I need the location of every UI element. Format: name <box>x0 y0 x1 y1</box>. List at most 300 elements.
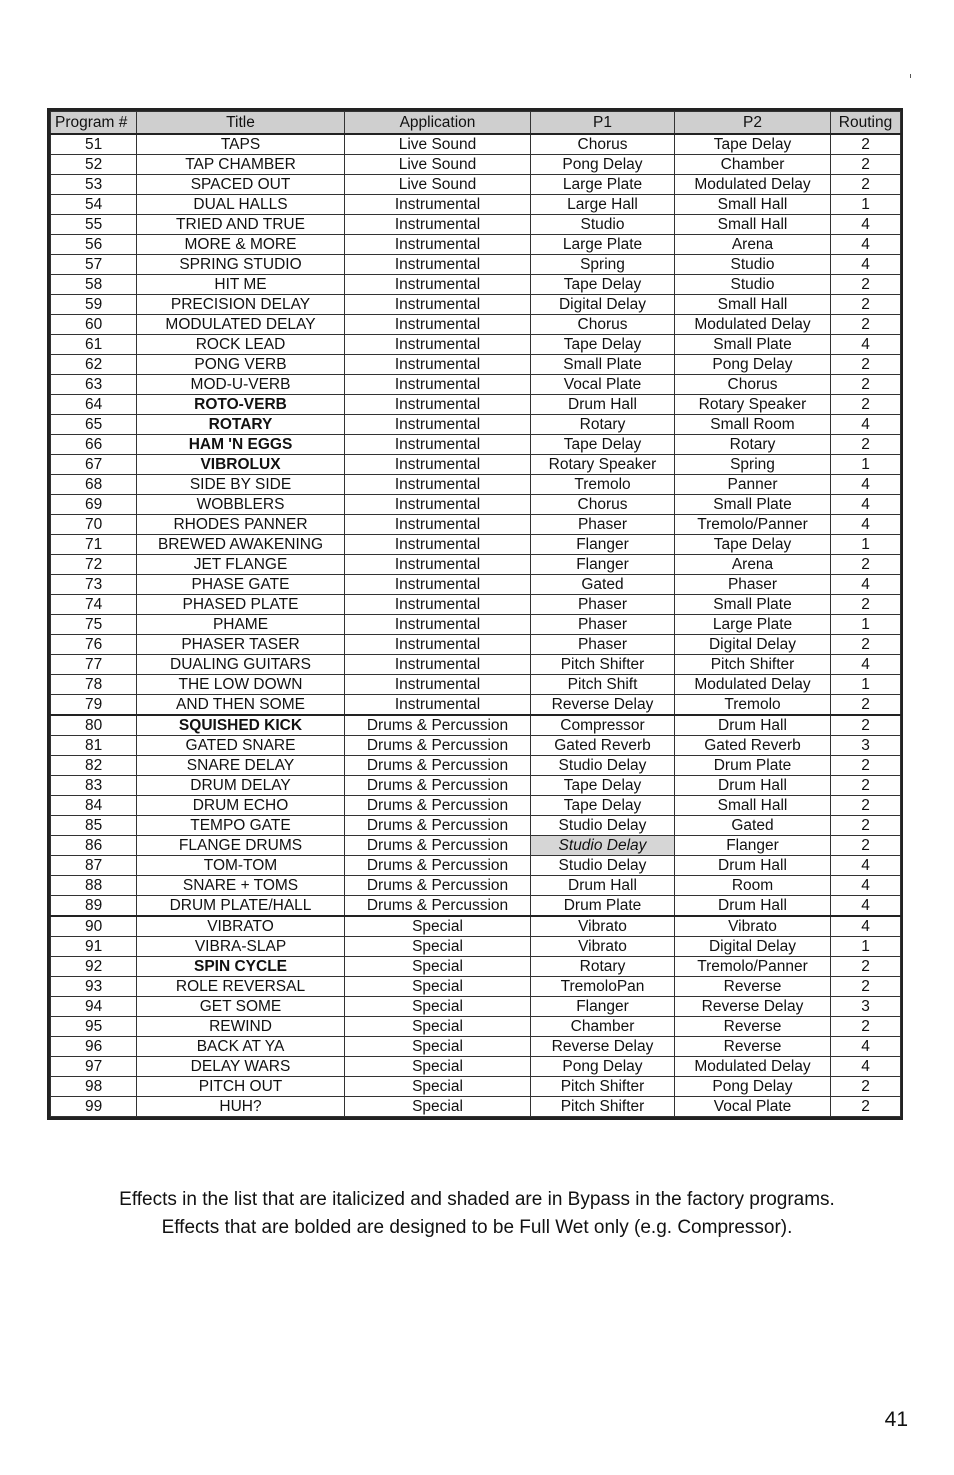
table-row <box>51 715 901 736</box>
cell-title: VIBRA-SLAP <box>137 937 345 957</box>
table-row <box>51 515 901 535</box>
cell-p1: Vocal Plate <box>531 375 675 395</box>
cell-p2: Modulated Delay <box>675 675 831 695</box>
table-row <box>51 495 901 515</box>
cell-p2: Large Plate <box>675 615 831 635</box>
cell-p2: Drum Hall <box>675 715 831 736</box>
cell-application: Special <box>345 1077 531 1097</box>
cell-routing: 2 <box>831 816 901 836</box>
cell-title: VIBRATO <box>137 916 345 937</box>
cell-title: GET SOME <box>137 997 345 1017</box>
table-row <box>51 575 901 595</box>
cell-p1: Flanger <box>531 555 675 575</box>
cell-p2: Gated Reverb <box>675 736 831 756</box>
cell-program-number: 85 <box>51 816 137 836</box>
cell-application: Special <box>345 1097 531 1117</box>
cell-p1: Chamber <box>531 1017 675 1037</box>
cell-title: DELAY WARS <box>137 1057 345 1077</box>
table-row <box>51 635 901 655</box>
cell-application: Special <box>345 997 531 1017</box>
cell-routing: 2 <box>831 155 901 175</box>
cell-p2: Rotary Speaker <box>675 395 831 415</box>
cell-program-number: 80 <box>51 715 137 736</box>
cell-p2: Small Room <box>675 415 831 435</box>
cell-p2: Pong Delay <box>675 1077 831 1097</box>
corner-mark <box>910 74 911 78</box>
table-row <box>51 796 901 816</box>
header-title: Title <box>137 112 345 135</box>
cell-p2: Room <box>675 876 831 896</box>
cell-p2: Reverse <box>675 977 831 997</box>
cell-application: Instrumental <box>345 435 531 455</box>
cell-application: Special <box>345 916 531 937</box>
note-bypass: Effects in the list that are italicized and shaded are in Bypass in the factory programs. <box>119 1189 835 1210</box>
cell-routing: 2 <box>831 134 901 155</box>
cell-p1: Pong Delay <box>531 1057 675 1077</box>
cell-program-number: 55 <box>51 215 137 235</box>
cell-title: MORE & MORE <box>137 235 345 255</box>
cell-p2: Tape Delay <box>675 134 831 155</box>
table-row <box>51 215 901 235</box>
cell-application: Instrumental <box>345 235 531 255</box>
cell-title: PONG VERB <box>137 355 345 375</box>
cell-p2: Drum Hall <box>675 896 831 917</box>
table-row <box>51 836 901 856</box>
header-routing: Routing <box>831 112 901 135</box>
cell-application: Instrumental <box>345 335 531 355</box>
cell-routing: 4 <box>831 215 901 235</box>
header-program-number: Program # <box>51 112 137 135</box>
table-row <box>51 175 901 195</box>
header-application: Application <box>345 112 531 135</box>
cell-program-number: 53 <box>51 175 137 195</box>
cell-p1: Gated Reverb <box>531 736 675 756</box>
cell-program-number: 96 <box>51 1037 137 1057</box>
cell-title: FLANGE DRUMS <box>137 836 345 856</box>
cell-routing: 4 <box>831 515 901 535</box>
cell-program-number: 92 <box>51 957 137 977</box>
cell-p2: Drum Hall <box>675 856 831 876</box>
cell-routing: 3 <box>831 997 901 1017</box>
cell-title: ROTO-VERB <box>137 395 345 415</box>
cell-program-number: 60 <box>51 315 137 335</box>
cell-routing: 4 <box>831 856 901 876</box>
table-row <box>51 1017 901 1037</box>
cell-title: ROLE REVERSAL <box>137 977 345 997</box>
cell-application: Instrumental <box>345 655 531 675</box>
cell-routing: 4 <box>831 896 901 917</box>
table-row <box>51 1097 901 1117</box>
cell-application: Instrumental <box>345 355 531 375</box>
cell-title: VIBROLUX <box>137 455 345 475</box>
cell-title: SPRING STUDIO <box>137 255 345 275</box>
cell-title: HUH? <box>137 1097 345 1117</box>
cell-routing: 2 <box>831 715 901 736</box>
cell-title: TEMPO GATE <box>137 816 345 836</box>
table-row <box>51 916 901 937</box>
cell-program-number: 73 <box>51 575 137 595</box>
cell-application: Drums & Percussion <box>345 816 531 836</box>
table-row <box>51 1037 901 1057</box>
cell-application: Instrumental <box>345 675 531 695</box>
cell-p1: Flanger <box>531 535 675 555</box>
cell-p1: Large Plate <box>531 175 675 195</box>
cell-program-number: 89 <box>51 896 137 917</box>
cell-routing: 1 <box>831 615 901 635</box>
cell-p1: Spring <box>531 255 675 275</box>
cell-p2: Small Plate <box>675 495 831 515</box>
cell-application: Instrumental <box>345 275 531 295</box>
cell-title: TOM-TOM <box>137 856 345 876</box>
cell-routing: 2 <box>831 435 901 455</box>
cell-p1: Rotary <box>531 415 675 435</box>
cell-routing: 2 <box>831 756 901 776</box>
table-row <box>51 475 901 495</box>
cell-title: JET FLANGE <box>137 555 345 575</box>
cell-p2: Digital Delay <box>675 635 831 655</box>
table-row <box>51 957 901 977</box>
cell-routing: 4 <box>831 335 901 355</box>
cell-title: RHODES PANNER <box>137 515 345 535</box>
cell-p2: Tremolo <box>675 695 831 716</box>
cell-title: DRUM DELAY <box>137 776 345 796</box>
cell-routing: 4 <box>831 415 901 435</box>
cell-title: SQUISHED KICK <box>137 715 345 736</box>
cell-p1: Chorus <box>531 315 675 335</box>
cell-program-number: 82 <box>51 756 137 776</box>
cell-application: Instrumental <box>345 595 531 615</box>
cell-routing: 2 <box>831 1097 901 1117</box>
cell-p2: Pitch Shifter <box>675 655 831 675</box>
cell-program-number: 66 <box>51 435 137 455</box>
cell-p2: Small Hall <box>675 295 831 315</box>
cell-routing: 1 <box>831 195 901 215</box>
cell-routing: 2 <box>831 175 901 195</box>
table-row <box>51 1077 901 1097</box>
cell-application: Instrumental <box>345 475 531 495</box>
cell-p1: Flanger <box>531 997 675 1017</box>
cell-routing: 4 <box>831 475 901 495</box>
cell-p2: Drum Plate <box>675 756 831 776</box>
table-row <box>51 816 901 836</box>
cell-p2: Rotary <box>675 435 831 455</box>
cell-p1: Tape Delay <box>531 776 675 796</box>
cell-p2: Studio <box>675 275 831 295</box>
cell-application: Instrumental <box>345 255 531 275</box>
table-row <box>51 1057 901 1077</box>
cell-application: Instrumental <box>345 555 531 575</box>
table-row <box>51 876 901 896</box>
cell-routing: 4 <box>831 495 901 515</box>
cell-program-number: 54 <box>51 195 137 215</box>
cell-application: Drums & Percussion <box>345 896 531 917</box>
cell-title: DUAL HALLS <box>137 195 345 215</box>
cell-p2: Modulated Delay <box>675 175 831 195</box>
note-full-wet: Effects that are bolded are designed to be Full Wet only (e.g. Compressor). <box>161 1217 793 1238</box>
cell-title: MODULATED DELAY <box>137 315 345 335</box>
table-row <box>51 675 901 695</box>
cell-program-number: 74 <box>51 595 137 615</box>
cell-program-number: 59 <box>51 295 137 315</box>
cell-program-number: 93 <box>51 977 137 997</box>
cell-application: Instrumental <box>345 695 531 716</box>
cell-program-number: 63 <box>51 375 137 395</box>
cell-p1: Studio Delay <box>531 856 675 876</box>
cell-p2: Small Hall <box>675 195 831 215</box>
cell-p2: Digital Delay <box>675 937 831 957</box>
table-row <box>51 896 901 917</box>
cell-p2: Studio <box>675 255 831 275</box>
cell-p1: Large Hall <box>531 195 675 215</box>
cell-program-number: 99 <box>51 1097 137 1117</box>
cell-p1: Reverse Delay <box>531 1037 675 1057</box>
cell-program-number: 86 <box>51 836 137 856</box>
cell-p1: Drum Plate <box>531 896 675 917</box>
cell-p2: Vibrato <box>675 916 831 937</box>
cell-p2: Reverse <box>675 1037 831 1057</box>
cell-title: SNARE DELAY <box>137 756 345 776</box>
cell-application: Instrumental <box>345 215 531 235</box>
cell-routing: 4 <box>831 1057 901 1077</box>
cell-routing: 1 <box>831 455 901 475</box>
cell-program-number: 70 <box>51 515 137 535</box>
cell-application: Drums & Percussion <box>345 736 531 756</box>
cell-p1: Phaser <box>531 635 675 655</box>
cell-application: Live Sound <box>345 155 531 175</box>
cell-p2: Spring <box>675 455 831 475</box>
cell-application: Live Sound <box>345 134 531 155</box>
cell-p1: Digital Delay <box>531 295 675 315</box>
cell-routing: 2 <box>831 957 901 977</box>
cell-routing: 4 <box>831 876 901 896</box>
cell-routing: 2 <box>831 555 901 575</box>
cell-p2: Pong Delay <box>675 355 831 375</box>
cell-title: TAP CHAMBER <box>137 155 345 175</box>
cell-program-number: 90 <box>51 916 137 937</box>
cell-p1: Studio Delay <box>531 756 675 776</box>
table-row <box>51 134 901 155</box>
cell-program-number: 88 <box>51 876 137 896</box>
cell-application: Instrumental <box>345 395 531 415</box>
cell-title: DUALING GUITARS <box>137 655 345 675</box>
cell-application: Instrumental <box>345 415 531 435</box>
cell-program-number: 75 <box>51 615 137 635</box>
cell-p2: Small Hall <box>675 215 831 235</box>
cell-p2: Small Hall <box>675 796 831 816</box>
cell-p1: Small Plate <box>531 355 675 375</box>
cell-p2: Phaser <box>675 575 831 595</box>
cell-p1: Rotary Speaker <box>531 455 675 475</box>
cell-title: DRUM PLATE/HALL <box>137 896 345 917</box>
table-row <box>51 415 901 435</box>
cell-title: TRIED AND TRUE <box>137 215 345 235</box>
cell-application: Drums & Percussion <box>345 756 531 776</box>
cell-title: SPIN CYCLE <box>137 957 345 977</box>
table-row <box>51 255 901 275</box>
cell-program-number: 83 <box>51 776 137 796</box>
cell-routing: 4 <box>831 1037 901 1057</box>
cell-p1: Tape Delay <box>531 275 675 295</box>
cell-p1: Phaser <box>531 615 675 635</box>
cell-p1: Phaser <box>531 515 675 535</box>
table-row <box>51 395 901 415</box>
cell-program-number: 72 <box>51 555 137 575</box>
cell-title: SNARE + TOMS <box>137 876 345 896</box>
cell-application: Live Sound <box>345 175 531 195</box>
cell-application: Drums & Percussion <box>345 836 531 856</box>
cell-title: AND THEN SOME <box>137 695 345 716</box>
cell-application: Drums & Percussion <box>345 715 531 736</box>
cell-title: DRUM ECHO <box>137 796 345 816</box>
cell-program-number: 58 <box>51 275 137 295</box>
cell-program-number: 76 <box>51 635 137 655</box>
cell-p1: Rotary <box>531 957 675 977</box>
table-row <box>51 856 901 876</box>
cell-application: Instrumental <box>345 635 531 655</box>
cell-routing: 2 <box>831 275 901 295</box>
cell-title: TAPS <box>137 134 345 155</box>
cell-title: WOBBLERS <box>137 495 345 515</box>
cell-p1: Gated <box>531 575 675 595</box>
cell-p1: TremoloPan <box>531 977 675 997</box>
cell-program-number: 84 <box>51 796 137 816</box>
cell-program-number: 79 <box>51 695 137 716</box>
header-p2: P2 <box>675 112 831 135</box>
table-row <box>51 315 901 335</box>
cell-p2: Tremolo/Panner <box>675 957 831 977</box>
cell-program-number: 56 <box>51 235 137 255</box>
cell-p1: Chorus <box>531 134 675 155</box>
cell-application: Instrumental <box>345 295 531 315</box>
cell-program-number: 78 <box>51 675 137 695</box>
cell-program-number: 81 <box>51 736 137 756</box>
cell-p1: Pitch Shifter <box>531 1097 675 1117</box>
cell-program-number: 94 <box>51 997 137 1017</box>
cell-routing: 2 <box>831 977 901 997</box>
cell-routing: 4 <box>831 235 901 255</box>
table-row <box>51 595 901 615</box>
cell-program-number: 67 <box>51 455 137 475</box>
cell-routing: 2 <box>831 1077 901 1097</box>
table-row <box>51 977 901 997</box>
table-row <box>51 155 901 175</box>
cell-routing: 1 <box>831 535 901 555</box>
cell-routing: 2 <box>831 776 901 796</box>
header-p1: P1 <box>531 112 675 135</box>
cell-p1: Drum Hall <box>531 395 675 415</box>
header-row <box>51 112 901 135</box>
cell-program-number: 91 <box>51 937 137 957</box>
cell-title: PHASER TASER <box>137 635 345 655</box>
cell-program-number: 97 <box>51 1057 137 1077</box>
cell-p2: Arena <box>675 235 831 255</box>
table-row <box>51 295 901 315</box>
cell-title: BACK AT YA <box>137 1037 345 1057</box>
table-row <box>51 195 901 215</box>
cell-application: Instrumental <box>345 195 531 215</box>
table-row <box>51 615 901 635</box>
cell-title: PHASE GATE <box>137 575 345 595</box>
cell-p1: Vibrato <box>531 916 675 937</box>
cell-p1: Tremolo <box>531 475 675 495</box>
cell-application: Instrumental <box>345 515 531 535</box>
cell-title: PHAME <box>137 615 345 635</box>
cell-program-number: 51 <box>51 134 137 155</box>
cell-p2: Flanger <box>675 836 831 856</box>
cell-application: Drums & Percussion <box>345 856 531 876</box>
legend-notes <box>0 1186 954 1242</box>
cell-title: PRECISION DELAY <box>137 295 345 315</box>
table-row <box>51 776 901 796</box>
table-row <box>51 375 901 395</box>
cell-program-number: 98 <box>51 1077 137 1097</box>
cell-routing: 2 <box>831 295 901 315</box>
cell-program-number: 95 <box>51 1017 137 1037</box>
cell-routing: 3 <box>831 736 901 756</box>
cell-routing: 2 <box>831 695 901 716</box>
cell-p1: Studio Delay <box>531 836 675 856</box>
table-row <box>51 235 901 255</box>
table-row <box>51 355 901 375</box>
cell-routing: 2 <box>831 635 901 655</box>
cell-routing: 2 <box>831 395 901 415</box>
cell-p1: Pitch Shifter <box>531 1077 675 1097</box>
cell-title: REWIND <box>137 1017 345 1037</box>
cell-routing: 2 <box>831 375 901 395</box>
table-row <box>51 695 901 716</box>
cell-routing: 2 <box>831 315 901 335</box>
cell-routing: 1 <box>831 937 901 957</box>
cell-application: Special <box>345 1037 531 1057</box>
cell-p2: Reverse Delay <box>675 997 831 1017</box>
cell-p1: Vibrato <box>531 937 675 957</box>
table-row <box>51 655 901 675</box>
cell-application: Special <box>345 977 531 997</box>
cell-p1: Phaser <box>531 595 675 615</box>
cell-p2: Reverse <box>675 1017 831 1037</box>
table-row <box>51 997 901 1017</box>
cell-program-number: 68 <box>51 475 137 495</box>
cell-title: GATED SNARE <box>137 736 345 756</box>
table-row <box>51 335 901 355</box>
cell-p1: Pong Delay <box>531 155 675 175</box>
program-rows <box>51 134 901 1117</box>
cell-p2: Drum Hall <box>675 776 831 796</box>
cell-program-number: 62 <box>51 355 137 375</box>
cell-program-number: 69 <box>51 495 137 515</box>
cell-application: Special <box>345 937 531 957</box>
cell-routing: 2 <box>831 595 901 615</box>
cell-program-number: 65 <box>51 415 137 435</box>
cell-p2: Modulated Delay <box>675 315 831 335</box>
cell-routing: 4 <box>831 575 901 595</box>
cell-p1: Tape Delay <box>531 435 675 455</box>
program-table <box>50 111 901 1117</box>
cell-title: SPACED OUT <box>137 175 345 195</box>
table-row <box>51 555 901 575</box>
cell-application: Instrumental <box>345 535 531 555</box>
cell-program-number: 77 <box>51 655 137 675</box>
cell-routing: 4 <box>831 916 901 937</box>
table-row <box>51 435 901 455</box>
cell-p2: Modulated Delay <box>675 1057 831 1077</box>
program-table-frame <box>47 108 903 1120</box>
cell-program-number: 57 <box>51 255 137 275</box>
cell-routing: 2 <box>831 1017 901 1037</box>
cell-p2: Tape Delay <box>675 535 831 555</box>
table-row <box>51 275 901 295</box>
cell-p1: Tape Delay <box>531 335 675 355</box>
